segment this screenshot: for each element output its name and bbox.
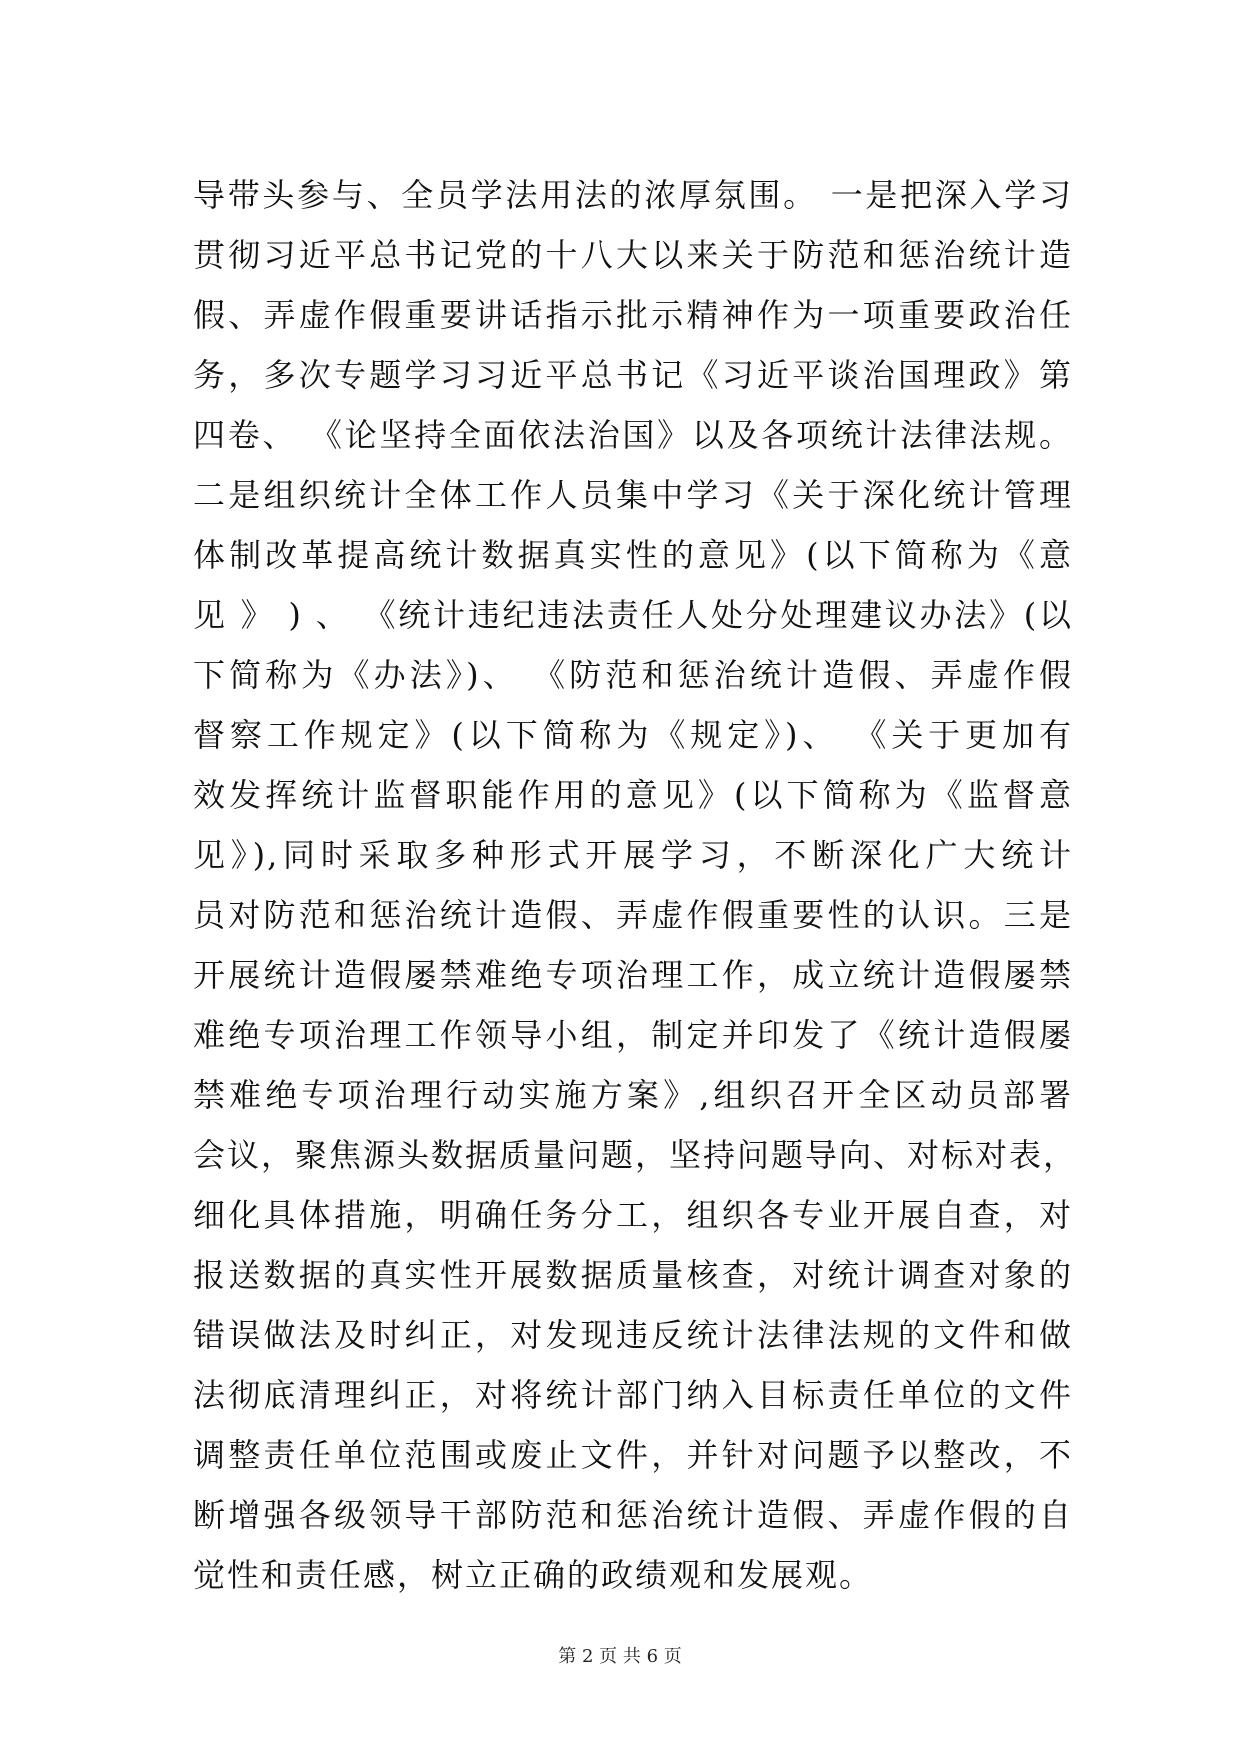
- text-line: 督察工作规定》(以下简称为《规定》)、 《关于更加有: [193, 716, 1073, 754]
- text-line: 下简称为《办法》)、 《防范和惩治统计造假、弄虚作假: [193, 656, 1073, 694]
- text-line: 四卷、 《论坚持全面依法治国》以及各项统计法律法规。: [193, 416, 1073, 454]
- text-line: 效发挥统计监督职能作用的意见》(以下简称为《监督意: [193, 776, 1073, 814]
- text-line: 法彻底清理纠正，对将统计部门纳入目标责任单位的文件: [193, 1376, 1073, 1414]
- text-line: 导带头参与、全员学法用法的浓厚氛围。 一是把深入学习: [193, 176, 1073, 214]
- text-line: 假、弄虚作假重要讲话指示批示精神作为一项重要政治任: [193, 296, 1073, 334]
- text-line: 见 》 ) 、 《统计违纪违法责任人处分处理建议办法》(以: [193, 596, 1073, 634]
- text-line: 员对防范和惩治统计造假、弄虚作假重要性的认识。三是: [193, 896, 1073, 934]
- text-line: 见》),同时采取多种形式开展学习，不断深化广大统计: [193, 836, 1073, 874]
- text-line: 开展统计造假屡禁难绝专项治理工作，成立统计造假屡禁: [193, 956, 1073, 994]
- text-line: 错误做法及时纠正，对发现违反统计法律法规的文件和做: [193, 1316, 1073, 1354]
- text-line: 务，多次专题学习习近平总书记《习近平谈治国理政》第: [193, 356, 1073, 394]
- text-line: 贯彻习近平总书记党的十八大以来关于防范和惩治统计造: [193, 236, 1073, 274]
- text-line: 难绝专项治理工作领导小组，制定并印发了《统计造假屡: [193, 1016, 1073, 1054]
- text-line: 二是组织统计全体工作人员集中学习《关于深化统计管理: [193, 476, 1073, 514]
- text-line: 报送数据的真实性开展数据质量核查，对统计调查对象的: [193, 1256, 1073, 1294]
- text-line: 断增强各级领导干部防范和惩治统计造假、弄虚作假的自: [193, 1496, 1073, 1534]
- text-line: 调整责任单位范围或废止文件，并针对问题予以整改，不: [193, 1436, 1073, 1474]
- text-line: 会议，聚焦源头数据质量问题，坚持问题导向、对标对表，: [193, 1136, 1078, 1174]
- text-line: 细化具体措施，明确任务分工，组织各专业开展自查，对: [193, 1196, 1073, 1234]
- text-line: 禁难绝专项治理行动实施方案》,组织召开全区动员部署: [193, 1076, 1073, 1114]
- body-paragraph: [193, 165, 1078, 1605]
- text-line: 体制改革提高统计数据真实性的意见》(以下简称为《意: [193, 536, 1073, 574]
- text-line: 觉性和责任感，树立正确的政绩观和发展观。: [193, 1556, 874, 1594]
- page-number-footer: 第 2 页 共 6 页: [558, 1646, 682, 1667]
